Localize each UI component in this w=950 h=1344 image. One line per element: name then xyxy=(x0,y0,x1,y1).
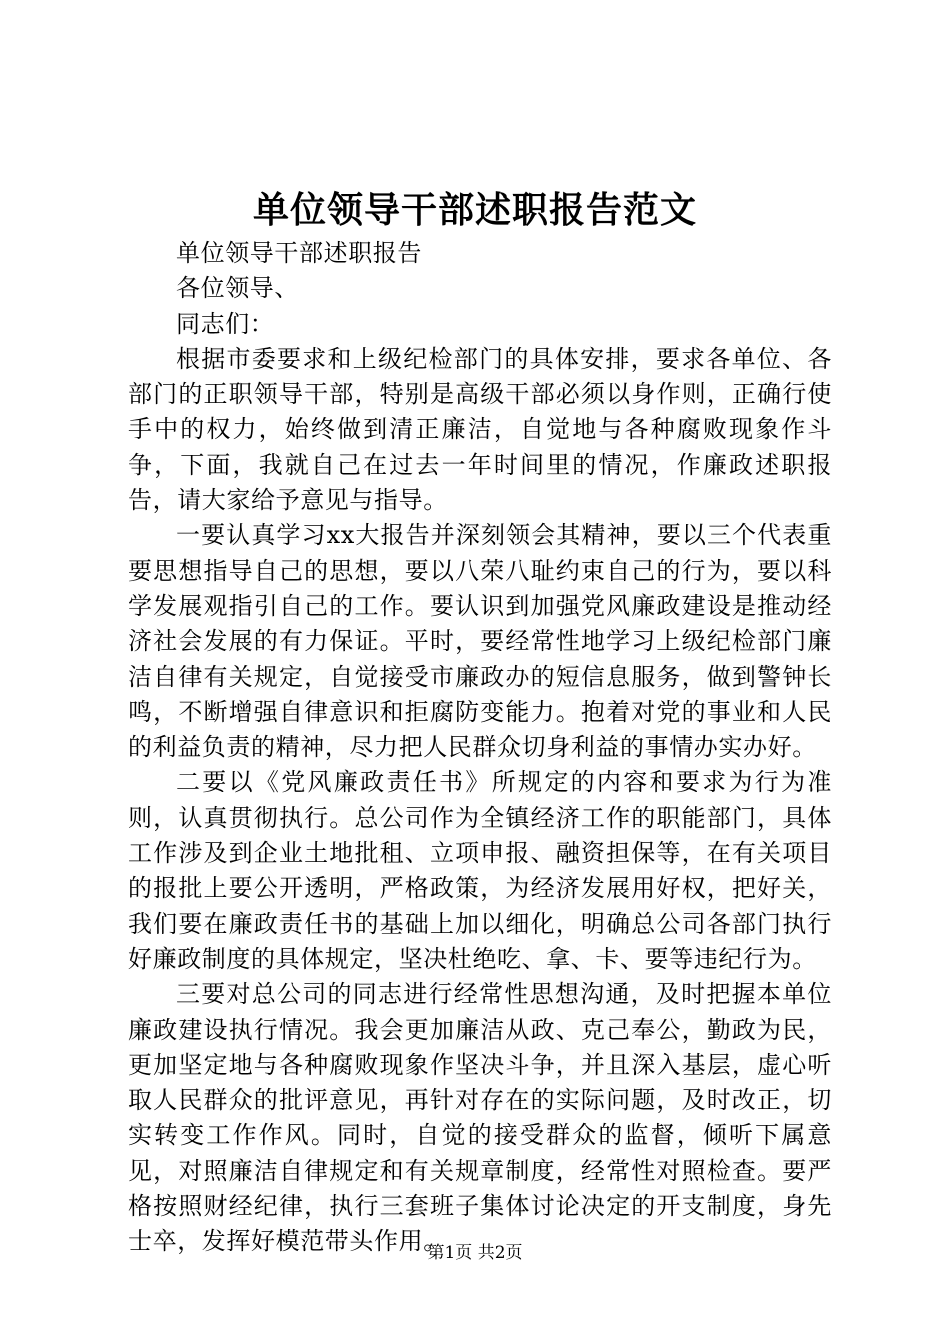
page-number: 第1页 共2页 xyxy=(427,1243,523,1263)
paragraph-point-3: 三要对总公司的同志进行经常性思想沟通，及时把握本单位廉政建设执行情况。我会更加廉洁从政、克己奉公，勤政为民，更加坚定地与各种腐败现象作坚决斗争，并且深入基层，虚心听取人民群众的批评意见，再针对存在的实际问题，及时改正，切实转变工作作风。同时，自觉的接受群众的监督，倾听下属意见，对照廉洁自律规定和有关规章制度，经常性对照检查。要严格按照财经纪律，执行三套班子集体讨论决定的开支制度，身先士卒，发挥好模范带头作用。 xyxy=(128,980,832,1256)
paragraph-intro: 根据市委要求和上级纪检部门的具体安排，要求各单位、各部门的正职领导干部，特别是高级干部必须以身作则，正确行使手中的权力，始终做到清正廉洁，自觉地与各种腐败现象作斗争，下面，我就自己在过去一年时间里的情况，作廉政述职报告，请大家给予意见与指导。 xyxy=(128,344,832,515)
paragraph-point-1: 一要认真学习xx大报告并深刻领会其精神，要以三个代表重要思想指导自己的思想，要以八荣八耻约束自己的行为，要以科学发展观指引自己的工作。要认识到加强党风廉政建设是推动经济社会发展的有力保证。平时，要经常性地学习上级纪检部门廉洁自律有关规定，自觉接受市廉政办的短信息服务，做到警钟长鸣，不断增强自律意识和拒腐防变能力。抱着对党的事业和人民的利益负责的精神，尽力把人民群众切身利益的事情办实办好。 xyxy=(128,521,832,762)
document-body xyxy=(128,236,832,1260)
paragraph-salutation-1: 各位领导、 xyxy=(176,274,299,303)
paragraph-heading: 单位领导干部述职报告 xyxy=(176,239,422,267)
paragraph-salutation-2: 同志们： xyxy=(176,309,275,338)
document-title: 单位领导干部述职报告范文 xyxy=(252,189,697,231)
paragraph-point-2: 二要以《党风廉政责任书》所规定的内容和要求为行为准则，认真贯彻执行。总公司作为全镇经济工作的职能部门，具体工作涉及到企业土地批租、立项申报、融资担保等，在有关项目的报批上要公开透明，严格政策，为经济发展用好权，把好关，我们要在廉政责任书的基础上加以细化，明确总公司各部门执行好廉政制度的具体规定，坚决杜绝吃、拿、卡、要等违纪行为。 xyxy=(128,768,832,973)
